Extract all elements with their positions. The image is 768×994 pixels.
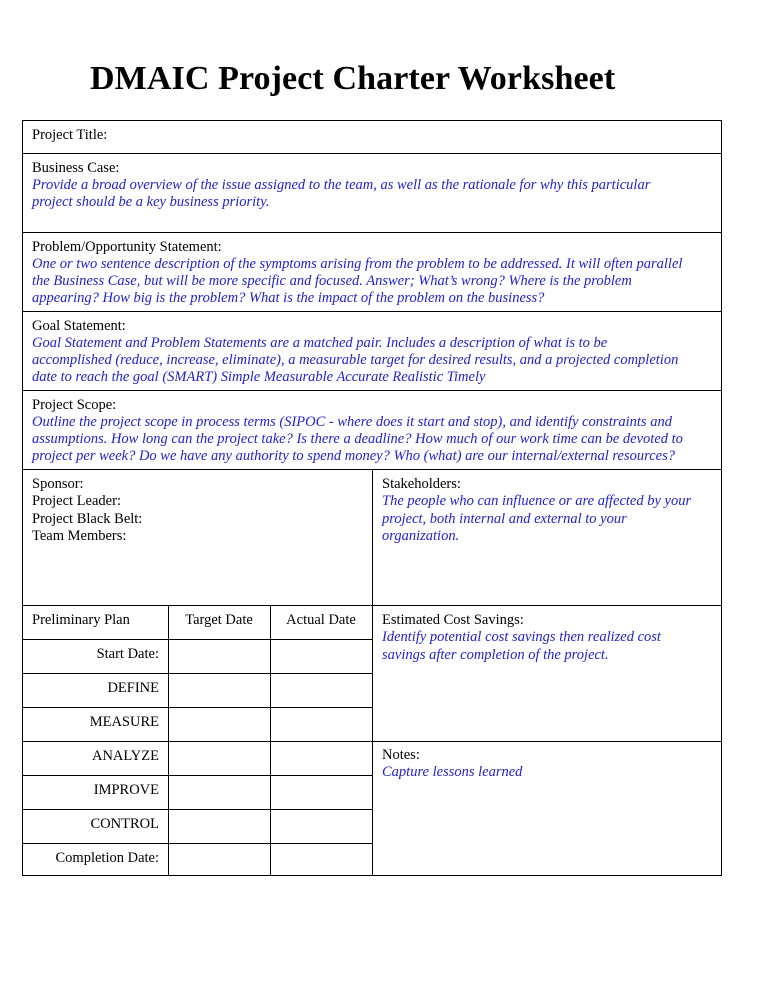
divider-problem	[22, 311, 722, 312]
plan-row-divider	[22, 741, 373, 742]
plan-row-divider	[22, 809, 373, 810]
cost-savings-hint: Identify potential cost savings then realized cost	[382, 629, 661, 645]
goal-statement-hint: date to reach the goal (SMART) Simple Measurable Accurate Realistic Timely	[32, 369, 486, 385]
notes-label: Notes:	[382, 747, 420, 763]
business-case-hint: Provide a broad overview of the issue assigned to the team, as well as the rationale for why this particular	[32, 177, 651, 193]
problem-statement-hint: appearing? How big is the problem? What is the impact of the problem on the business?	[32, 290, 545, 306]
stakeholders-label: Stakeholders:	[382, 476, 461, 492]
divider-title	[22, 153, 722, 154]
plan-row-improve: IMPROVE	[93, 782, 159, 798]
problem-statement-label: Problem/Opportunity Statement:	[32, 239, 222, 255]
plan-row-divider	[22, 707, 373, 708]
sponsor-label: Sponsor:	[32, 476, 84, 492]
notes-hint: Capture lessons learned	[382, 764, 523, 780]
divider-notes	[372, 741, 722, 742]
plan-row-divider	[22, 673, 373, 674]
team-members-label: Team Members:	[32, 528, 127, 544]
plan-header: Preliminary Plan	[32, 612, 130, 628]
plan-row-analyze: ANALYZE	[91, 748, 159, 764]
plan-row-completion-date: Completion Date:	[55, 850, 159, 866]
plan-row-control: CONTROL	[90, 816, 159, 832]
goal-statement-label: Goal Statement:	[32, 318, 126, 334]
black-belt-label: Project Black Belt:	[32, 511, 143, 527]
stakeholders-hint: organization.	[382, 528, 460, 544]
stakeholders-hint: The people who can influence or are affected by your	[382, 493, 692, 509]
plan-row-start-date: Start Date:	[96, 646, 159, 662]
plan-row-divider	[22, 775, 373, 776]
problem-statement-hint: the Business Case, but will be more specific and focused. Answer; What’s wrong? Where is the problem	[32, 273, 632, 289]
goal-statement-hint: accomplished (reduce, increase, eliminate), a measurable target for desired results, and a projected completion	[32, 352, 679, 368]
cost-savings-label: Estimated Cost Savings:	[382, 612, 524, 628]
target-date-header: Target Date	[185, 612, 253, 628]
business-case-hint: project should be a key business priority.	[32, 194, 270, 210]
stakeholders-hint: project, both internal and external to your	[382, 511, 627, 527]
page-title: DMAIC Project Charter Worksheet	[90, 60, 616, 97]
goal-statement-hint: Goal Statement and Problem Statements are a matched pair. Includes a description of what is to be	[32, 335, 608, 351]
business-case-label: Business Case:	[32, 160, 120, 176]
plan-row-define: DEFINE	[107, 680, 159, 696]
project-scope-hint: Outline the project scope in process terms (SIPOC - where does it start and stop), and identify constraints and	[32, 414, 672, 430]
problem-statement-hint: One or two sentence description of the symptoms arising from the problem to be addressed. It will often parallel	[32, 256, 683, 272]
project-scope-hint: assumptions. How long can the project take? Is there a deadline? How much of our work time can be devoted to	[32, 431, 683, 447]
cost-savings-hint: savings after completion of the project.	[382, 647, 609, 663]
actual-date-header: Actual Date	[286, 612, 356, 628]
plan-row-divider	[22, 843, 373, 844]
project-scope-label: Project Scope:	[32, 397, 117, 413]
project-scope-hint: project per week? Do we have any authority to spend money? Who (what) are our internal/external resources?	[32, 448, 675, 464]
plan-row-measure: MEASURE	[89, 714, 159, 730]
plan-row-divider	[22, 639, 373, 640]
project-title-label: Project Title:	[32, 127, 108, 143]
divider-business-case	[22, 232, 722, 233]
divider-goal	[22, 390, 722, 391]
project-leader-label: Project Leader:	[32, 493, 121, 509]
